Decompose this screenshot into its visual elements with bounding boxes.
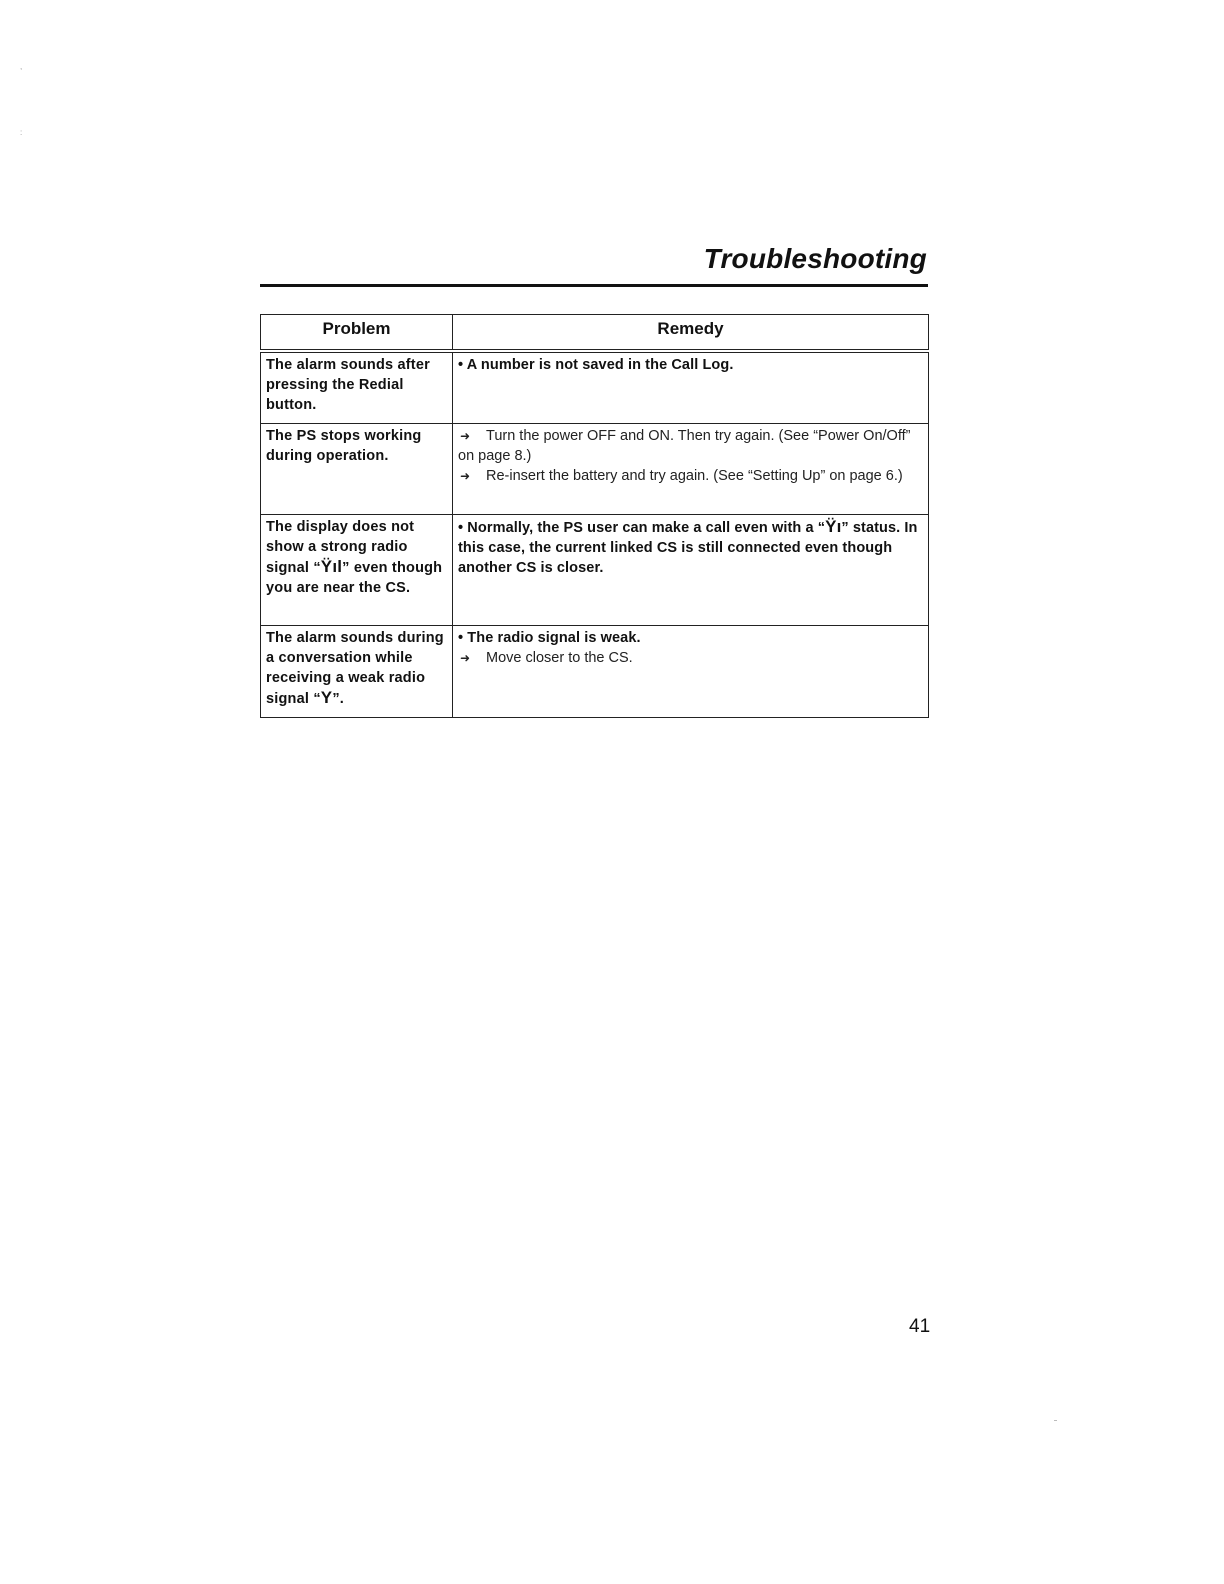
remedy-text: • The radio signal is weak. [458,630,641,646]
remedy-cell [453,424,929,515]
remedy-step [458,426,923,466]
arrow-icon: ➜ [460,429,471,443]
table-row [261,626,929,718]
page-number: 41 [909,1316,931,1337]
table-header-row [261,315,929,352]
arrow-icon: ➜ [460,469,471,483]
remedy-text [458,517,923,578]
signal-strong-icon: Ÿıl [320,557,343,576]
troubleshooting-table [260,314,929,718]
scan-speck: , [20,62,23,71]
table-row [261,424,929,515]
problem-text: The alarm sounds after pressing the Redial button. [266,357,430,413]
problem-text: The PS stops working during operation. [266,428,422,464]
problem-cell [261,515,453,626]
arrow-icon: ➜ [460,651,471,665]
remedy-step-text: Re-insert the battery and try again. (See “Setting Up” on page 6.) [486,468,903,484]
table-row [261,351,929,424]
column-header-problem: Problem [261,315,453,352]
remedy-cell [453,515,929,626]
remedy-step [458,648,923,668]
remedy-step-text: Turn the power OFF and ON. Then try again. (See “Power On/Off” on page 8.) [458,428,911,464]
remedy-cell [453,351,929,424]
remedy-step [458,466,923,486]
remedy-text: • A number is not saved in the Call Log. [458,357,734,373]
problem-text: ” even though you are near the CS. [266,560,443,596]
remedy-text-part: ” status. In this case, the current linked CS is still connected even though another CS is closer. [458,520,918,576]
remedy-step-text: Move closer to the CS. [486,650,633,666]
problem-cell [261,351,453,424]
table-row [261,515,929,626]
title-rule [260,284,928,287]
signal-weak-icon: Y [320,688,333,707]
scan-speck: : [20,128,23,137]
column-header-remedy: Remedy [453,315,929,352]
remedy-cell [453,626,929,718]
scan-speck [1054,1420,1057,1421]
problem-text: The alarm sounds during a conversation while receiving a weak radio signal “ [266,630,444,707]
remedy-text-part: • Normally, the PS user can make a call even with a “ [458,520,826,536]
problem-text: The display does not show a strong radio signal “ [266,519,415,576]
problem-cell [261,626,453,718]
problem-text: ”. [332,691,345,707]
signal-medium-icon: Ÿı [825,517,842,536]
section-title: Troubleshooting [703,243,927,274]
problem-cell [261,424,453,515]
